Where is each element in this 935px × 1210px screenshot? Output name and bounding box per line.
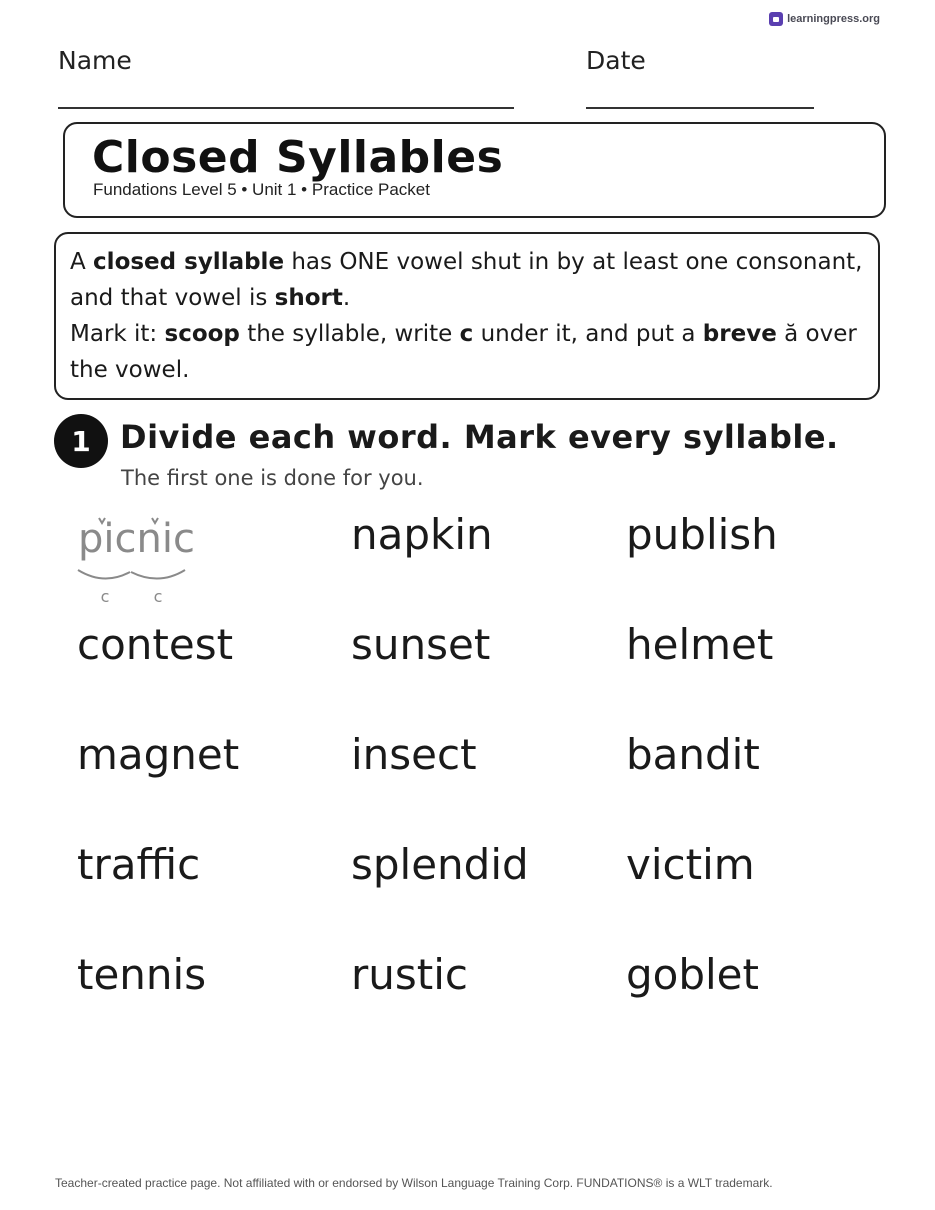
practice-word: bandit bbox=[626, 730, 760, 779]
syllable-code: c bbox=[100, 587, 110, 606]
rule-text: has ONE vowel shut in by at least one consonant, and that vowel is bbox=[70, 249, 863, 311]
rule-definition bbox=[70, 244, 864, 316]
date-label: Date bbox=[586, 46, 646, 75]
scoop-mark bbox=[131, 570, 185, 579]
practice-word: goblet bbox=[626, 950, 759, 999]
breve-mark bbox=[152, 518, 158, 523]
practice-word: magnet bbox=[77, 730, 240, 779]
practice-word: victim bbox=[626, 840, 755, 889]
practice-word: contest bbox=[77, 620, 234, 669]
practice-word: helmet bbox=[626, 620, 774, 669]
breve-mark bbox=[99, 518, 105, 523]
exercise-number-badge: 1 bbox=[54, 414, 108, 468]
practice-word: tennis bbox=[77, 950, 207, 999]
rule-text: under it, and put a bbox=[473, 321, 703, 347]
rule-text: A bbox=[70, 249, 94, 275]
brand-logo bbox=[769, 12, 880, 26]
date-write-line bbox=[586, 107, 814, 109]
rule-term: scoop bbox=[164, 321, 240, 347]
rule-text: ă over the vowel. bbox=[70, 321, 857, 383]
book-icon bbox=[769, 12, 783, 26]
brand-name: learningpress.org bbox=[787, 13, 880, 25]
rule-text: Mark it: bbox=[70, 321, 165, 347]
footer-disclaimer: Teacher-created practice page. Not affiliated with or endorsed by Wilson Language Training Corp. FUNDATIONS® is a WLT trademark. bbox=[55, 1176, 773, 1190]
page-subtitle: Fundations Level 5 • Unit 1 • Practice Packet bbox=[93, 180, 430, 199]
practice-word: sunset bbox=[351, 620, 491, 669]
rule-term: closed syllable bbox=[93, 249, 285, 275]
practice-word: insect bbox=[351, 730, 477, 779]
syllable-code: c bbox=[153, 587, 163, 606]
practice-word: splendid bbox=[351, 840, 529, 889]
rule-term: short bbox=[274, 285, 343, 311]
page-title: Closed Syllables bbox=[92, 132, 504, 183]
rule-marking bbox=[70, 316, 864, 388]
rule-term: breve bbox=[702, 321, 777, 347]
scoop-mark bbox=[78, 570, 130, 579]
rule-text: the syllable, write bbox=[239, 321, 460, 347]
practice-word: rustic bbox=[351, 950, 468, 999]
example-word: picnic bbox=[78, 516, 195, 562]
rule-box bbox=[54, 232, 880, 400]
exercise-instruction: Divide each word. Mark every syllable. bbox=[120, 418, 839, 456]
name-label: Name bbox=[58, 46, 132, 75]
title-box bbox=[63, 122, 886, 218]
name-write-line bbox=[58, 107, 514, 109]
rule-text: . bbox=[342, 285, 351, 311]
exercise-sub-instruction: The first one is done for you. bbox=[121, 466, 424, 490]
practice-word: napkin bbox=[351, 510, 493, 559]
practice-word: publish bbox=[626, 510, 778, 559]
rule-term: c bbox=[459, 321, 474, 347]
example-syllable-marks bbox=[74, 510, 194, 610]
practice-word: traffic bbox=[77, 840, 201, 889]
